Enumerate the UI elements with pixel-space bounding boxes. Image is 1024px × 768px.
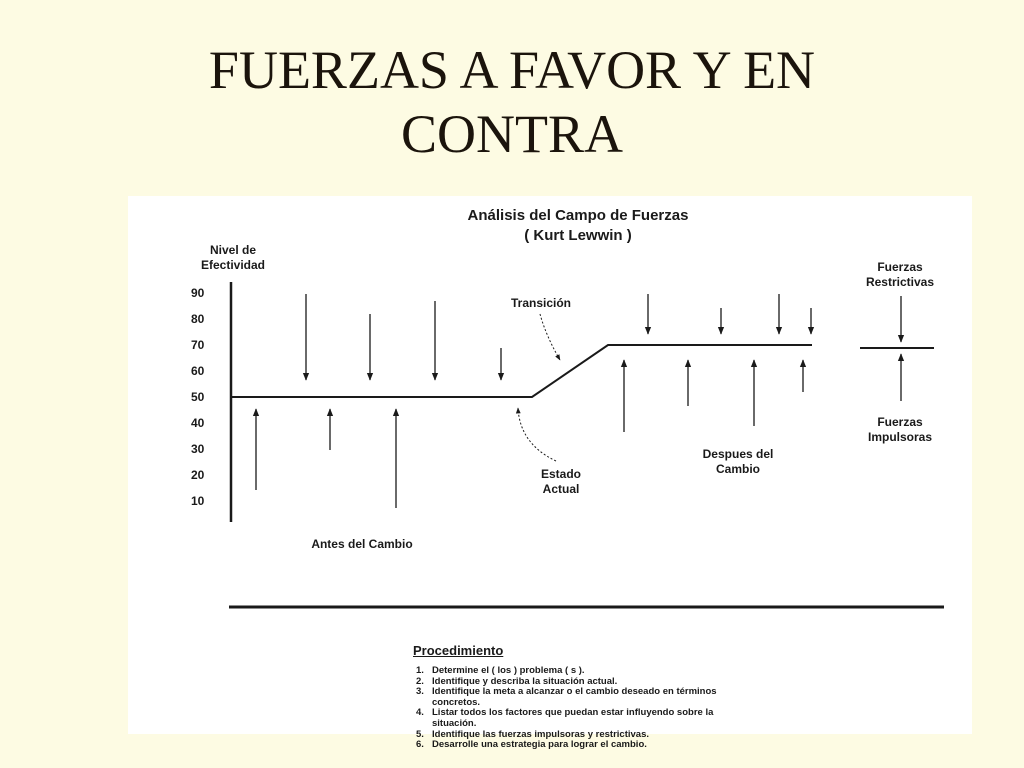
procedure-step — [416, 708, 746, 729]
y-axis-ticks — [191, 286, 205, 508]
y-axis-label-line-1: Nivel de — [209, 243, 257, 257]
current-state-label-line-2: Actual — [542, 482, 580, 496]
procedure-heading: Procedimiento — [413, 643, 504, 658]
y-tick-label: 80 — [191, 312, 205, 326]
y-tick-label: 10 — [191, 494, 205, 508]
before-change-label: Antes del Cambio — [311, 537, 413, 551]
procedure-step-number: 3. — [416, 686, 424, 698]
legend-driving-line-2: Impulsoras — [867, 430, 933, 444]
procedure-step-number: 2. — [416, 675, 424, 687]
y-axis-label-line-2: Efectividad — [200, 258, 266, 272]
figure-title: Análisis del Campo de Fuerzas — [467, 207, 689, 224]
procedure-step-text: Identifique y describa la situación actual. — [432, 675, 618, 687]
procedure-step-number: 6. — [416, 739, 424, 751]
procedure-step-text: Listar todos los factores que puedan estar influyendo sobre la situación. — [432, 707, 714, 729]
procedure-list — [416, 666, 746, 751]
after-change-label-line-2: Cambio — [715, 462, 761, 476]
procedure-step-text: Identifique la meta a alcanzar o el cambio deseado en términos concretos. — [432, 686, 717, 708]
current-state-pointer — [518, 408, 556, 461]
slide-title-line-2: CONTRA — [400, 104, 623, 164]
procedure-step-number: 5. — [416, 728, 424, 740]
transition-pointer — [540, 314, 560, 360]
effectiveness-level-line — [231, 345, 812, 397]
y-tick-label: 20 — [191, 468, 205, 482]
slide-title — [0, 38, 1024, 166]
legend-restraining-line-1: Fuerzas — [877, 260, 923, 274]
slide-title-line-1: FUERZAS A FAVOR Y EN — [208, 40, 816, 100]
y-tick-label: 40 — [191, 416, 205, 430]
y-tick-label: 70 — [191, 338, 205, 352]
procedure-step — [416, 740, 746, 751]
force-field-figure — [128, 196, 972, 751]
transition-label: Transición — [510, 296, 572, 310]
procedure-step-text: Determine el ( los ) problema ( s ). — [432, 665, 585, 676]
current-state-label-line-1: Estado — [540, 467, 582, 481]
procedure-step — [416, 666, 746, 677]
y-tick-label: 60 — [191, 364, 205, 378]
procedure-section — [413, 643, 746, 751]
y-tick-label: 50 — [191, 390, 205, 404]
procedure-step — [416, 687, 746, 708]
figure-subtitle: ( Kurt Lewwin ) — [524, 227, 632, 244]
procedure-step-text: Desarrolle una estrategia para lograr el cambio. — [432, 739, 647, 751]
procedure-step-text: Identifique las fuerzas impulsoras y restrictivas. — [432, 728, 649, 740]
procedure-step-number: 4. — [416, 707, 424, 719]
y-tick-label: 90 — [191, 286, 205, 300]
after-change-label-line-1: Despues del — [702, 447, 774, 461]
procedure-step-number: 1. — [416, 665, 424, 676]
legend-restraining-line-2: Restrictivas — [865, 275, 935, 289]
legend-driving-line-1: Fuerzas — [877, 415, 923, 429]
y-tick-label: 30 — [191, 442, 205, 456]
